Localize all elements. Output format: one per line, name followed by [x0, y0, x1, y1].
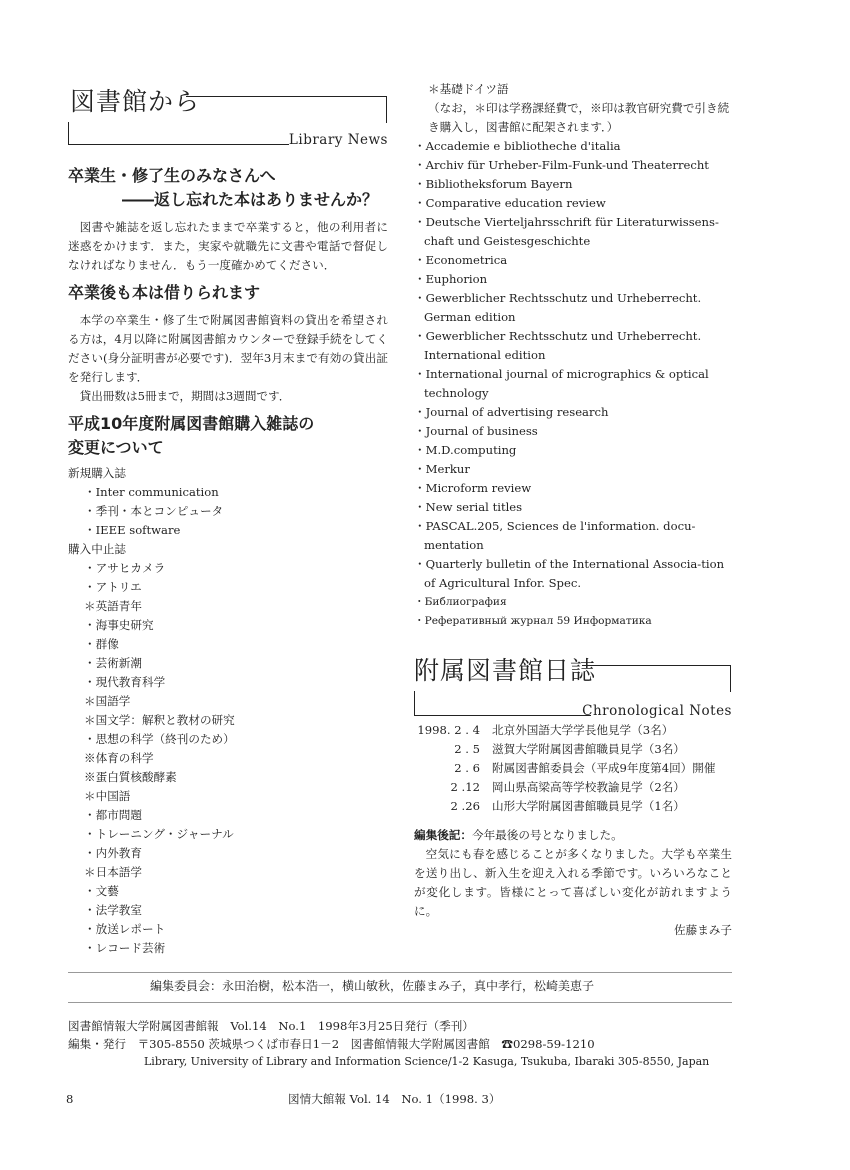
list-item: ・群像	[84, 637, 119, 651]
cancelled-journals-list-cont	[414, 137, 732, 593]
diary-entry	[400, 721, 732, 740]
list-item: ・都市問題	[84, 808, 142, 822]
list-item: ・M.D.computing	[414, 443, 517, 457]
header-frame-bottom	[68, 122, 289, 145]
list-item: ・Реферативный журнал 59 Информатика	[414, 615, 652, 627]
section-title: 図書館から	[70, 87, 201, 116]
list-item: ・Accademie e bibliotheche d'italia	[414, 139, 621, 153]
list-item: ・トレーニング・ジャーナル	[84, 827, 234, 841]
colophon-line: 編集・発行 〒305-8550 茨城県つくば市春日1－2 図書館情報大学附属図書館 ☎0298-59-1210	[68, 1037, 595, 1051]
list-item: ・International journal of micrographics & optical technology	[414, 367, 709, 400]
list-item: ・季刊・本とコンピュータ	[84, 504, 224, 518]
article-body: 図書や雑誌を返し忘れたままで卒業すると，他の利用者に迷惑をかけます．また，実家や就職先に文書や電話で督促しなければなりません．もう一度確かめてください．	[68, 220, 388, 272]
article-body: 本学の卒業生・修了生で附属図書館資料の貸出を希望される方は，4月以降に附属図書館カウンターで登録手続をしてください(身分証明書が必要です)．翌年3月末まで有効の貸出証を発行します．	[68, 313, 388, 384]
list-item: ・Merkur	[414, 462, 470, 476]
article-journal-changes	[68, 412, 388, 958]
list-item: ・Библиография	[414, 596, 507, 608]
header-frame-top	[186, 96, 387, 123]
editorial-committee: 編集委員会：永田治樹，松本浩一，横山敏秋，佐藤まみ子，真中孝行，松崎美恵子	[150, 979, 595, 993]
diary-entry	[400, 759, 732, 778]
right-column	[414, 80, 732, 940]
cancelled-journals-label: 購入中止誌	[68, 542, 126, 556]
list-item: ・Deutsche Vierteljahrsschrift für Literaturwissens-chaft und Geistesgeschichte	[414, 215, 719, 248]
list-item: ・法学教室	[84, 903, 142, 917]
page-number: 8	[66, 1092, 74, 1106]
colophon-line: Library, University of Library and Information Science/1-2 Kasuga, Tsukuba, Ibaraki 305-8550, Japan	[144, 1055, 710, 1068]
list-item: ・放送レポート	[84, 922, 166, 936]
diary-date: 2 . 6	[454, 761, 480, 775]
editor-note-label: 編集後記：	[414, 828, 472, 842]
diary-date: 2 .26	[450, 799, 480, 813]
editor-note	[414, 826, 732, 940]
list-item: ・Journal of business	[414, 424, 538, 438]
list-item: ・Comparative education review	[414, 196, 606, 210]
article-subheading: ――返し忘れた本はありませんか？	[122, 190, 379, 209]
article-return-books	[68, 164, 388, 275]
diary-entry	[400, 778, 732, 797]
list-item: ・Microform review	[414, 481, 532, 495]
diary-text: 滋賀大学附属図書館職員見学（3名）	[492, 742, 685, 756]
list-item: ＊英語青年	[84, 599, 142, 613]
list-item: ＊日本語学	[84, 865, 142, 879]
diary-text: 山形大学附属図書館職員見学（1名）	[492, 799, 685, 813]
divider	[68, 1002, 732, 1003]
article-heading-cont: 変更について	[68, 438, 164, 457]
header-frame-top	[582, 665, 731, 692]
diary-text: 岡山県高梁高等学校教諭見学（2名）	[492, 780, 685, 794]
list-item: ・Gewerblicher Rechtsschutz und Urheberrecht. German edition	[414, 291, 702, 324]
chronological-header	[414, 649, 732, 717]
article-heading: 卒業後も本は借りられます	[68, 283, 261, 302]
diary-entry	[400, 740, 732, 759]
diary-date: 2 . 5	[454, 742, 480, 756]
library-news-header	[68, 80, 388, 146]
list-item: ・Archiv für Urheber-Film-Funk-und Theaterrecht	[414, 158, 709, 172]
list-item: ・レコード芸術	[84, 941, 166, 955]
colophon-line: 図書館情報大学附属図書館報 Vol.14 No.1 1998年3月25日発行（季刊）	[68, 1019, 474, 1033]
list-item: ・文藝	[84, 884, 119, 898]
list-item: ＊基礎ドイツ語	[428, 82, 509, 96]
list-item: ・アトリエ	[84, 580, 142, 594]
list-item: ＊中国語	[84, 789, 131, 803]
list-item: ・Quarterly bulletin of the International Associa-tion of Agricultural Infor. Spec.	[414, 557, 725, 590]
list-item: ・Inter communication	[84, 485, 219, 499]
article-body: 貸出冊数は5冊まで，期間は3週間です．	[79, 389, 291, 403]
list-item: ※体育の科学	[84, 751, 154, 765]
list-item: ・Gewerblicher Rechtsschutz und Urheberrecht. International edition	[414, 329, 702, 362]
list-item: ・Econometrica	[414, 253, 508, 267]
diary-text: 附属図書館委員会（平成9年度第4回）開催	[492, 761, 716, 775]
editor-note-first: 今年最後の号となりました。	[471, 828, 623, 842]
list-item: ＊国語学	[84, 694, 131, 708]
diary-date: 2 .12	[450, 780, 480, 794]
article-borrow-after-graduation	[68, 281, 388, 406]
list-item: ・思想の科学（終刊のため）	[84, 732, 235, 746]
new-journals-label: 新規購入誌	[68, 466, 126, 480]
list-item: ・芸術新潮	[84, 656, 142, 670]
list-item: ・IEEE software	[84, 523, 181, 537]
editor-signature: 佐藤まみ子	[674, 923, 732, 937]
article-heading: 卒業生・修了生のみなさんへ	[68, 166, 276, 185]
new-journals-list	[68, 483, 388, 540]
diary-date: 1998. 2 . 4	[417, 723, 480, 737]
list-item: ・現代教育科学	[84, 675, 166, 689]
list-item: ・Journal of advertising research	[414, 405, 609, 419]
list-item: ※蛋白質核酸酵素	[84, 770, 177, 784]
list-item: ・アサヒカメラ	[84, 561, 166, 575]
diary-entry	[400, 797, 732, 816]
divider	[68, 972, 732, 973]
list-item: ・海事史研究	[84, 618, 154, 632]
list-item: ・Euphorion	[414, 272, 488, 286]
left-column	[68, 80, 388, 958]
section-title: 附属図書館日誌	[414, 656, 597, 685]
cancelled-journals-list	[68, 559, 388, 958]
running-footer: 図情大館報 Vol. 14 No. 1（1998. 3）	[288, 1092, 501, 1106]
article-heading: 平成10年度附属図書館購入雑誌の	[68, 414, 315, 433]
editor-note-body: 空気にも春を感じることが多くなりました。大学も卒業生を送り出し、新入生を迎え入れる季節です。いろいろなことが変化します。皆様にとって喜ばしい変化が訪れますように。	[414, 847, 732, 918]
diary-text: 北京外国語大学学長他見学（3名）	[492, 723, 674, 737]
diary-list	[400, 721, 732, 816]
list-item: ＊国文学：解釈と教材の研究	[84, 713, 235, 727]
section-subtitle: Library News	[288, 132, 388, 148]
list-item: ・New serial titles	[414, 500, 523, 514]
section-subtitle: Chronological Notes	[582, 703, 732, 719]
list-item: ・内外教育	[84, 846, 142, 860]
list-item: ・Bibliotheksforum Bayern	[414, 177, 573, 191]
list-item: ・PASCAL.205, Sciences de l'information. docu-mentation	[414, 519, 696, 552]
purchase-note: （なお，＊印は学務課経費で，※印は教官研究費で引き続き購入し，図書館に配架されます．）	[428, 101, 730, 134]
header-frame-bottom	[414, 691, 591, 716]
